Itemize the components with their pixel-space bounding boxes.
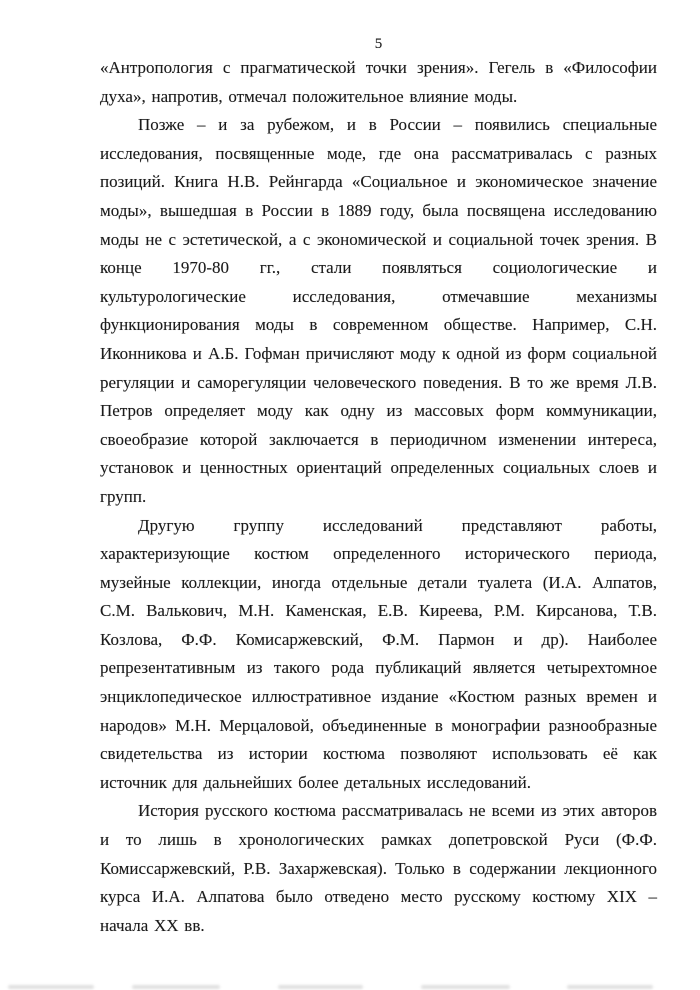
scan-artifacts [0, 981, 700, 990]
page-number: 5 [374, 36, 383, 52]
scan-artifact-smudge [567, 985, 653, 989]
scan-artifact-smudge [132, 985, 220, 989]
paragraph-4: История русского костюма рассматривалась не всеми из этих авторов и то лишь в хронологических рамках допетровской Руси (Ф.Ф. Комиссаржевский, Р.В. Захаржевская). Только в содержании лекционного курса И.А. Алпатова было отведено место русскому костюму XIX – начала XX вв. [100, 801, 657, 935]
scan-artifact-smudge [278, 985, 363, 989]
scan-artifact-smudge [8, 985, 94, 989]
document-body [100, 54, 657, 940]
paragraph-3: Другую группу исследований представляют работы, характеризующие костюм определенного исторического периода, музейные коллекции, иногда отдельные детали туалета (И.А. Алпатов, С.М. Валькович, М.Н. Каменская, Е.В. Киреева, Р.М. Кирсанова, Т.В. Козлова, Ф.Ф. Комисаржевский, Ф.М. Пармон и др). Наиболее репрезентативным из такого рода публикаций является четырехтомное энциклопедическое иллюстративное издание «Костюм разных времен и народов» М.Н. Мерцаловой, объединенные в монографии разнообразные свидетельства из истории костюма позволяют использовать её как источник для дальнейших более детальных исследований. [100, 515, 657, 792]
paragraph-2: Позже – и за рубежом, и в России – появились специальные исследования, посвященные моде, где она рассматривалась с разных позиций. Книга Н.В. Рейнгарда «Социальное и экономическое значение моды», вышедшая в России в 1889 году, была посвящена исследованию моды не с эстетической, а с экономической и социальной точек зрения. В конце 1970-80 гг., стали появляться социологические и культурологические исследования, отмечавшие механизмы функционирования моды в современном обществе. Например, С.Н. Иконникова и А.Б. Гофман причисляют моду к одной из форм социальной регуляции и саморегуляции человеческого поведения. В то же время Л.В. Петров определяет моду как одну из массовых форм коммуникации, своеобразие которой заключается в периодичном изменении интереса, установок и ценностных ориентаций определенных социальных слоев и групп. [100, 115, 657, 506]
paragraph-1: «Антропология с прагматической точки зрения». Гегель в «Философии духа», напротив, отмечал положительное влияние моды. [100, 58, 657, 106]
scan-artifact-smudge [421, 985, 510, 989]
